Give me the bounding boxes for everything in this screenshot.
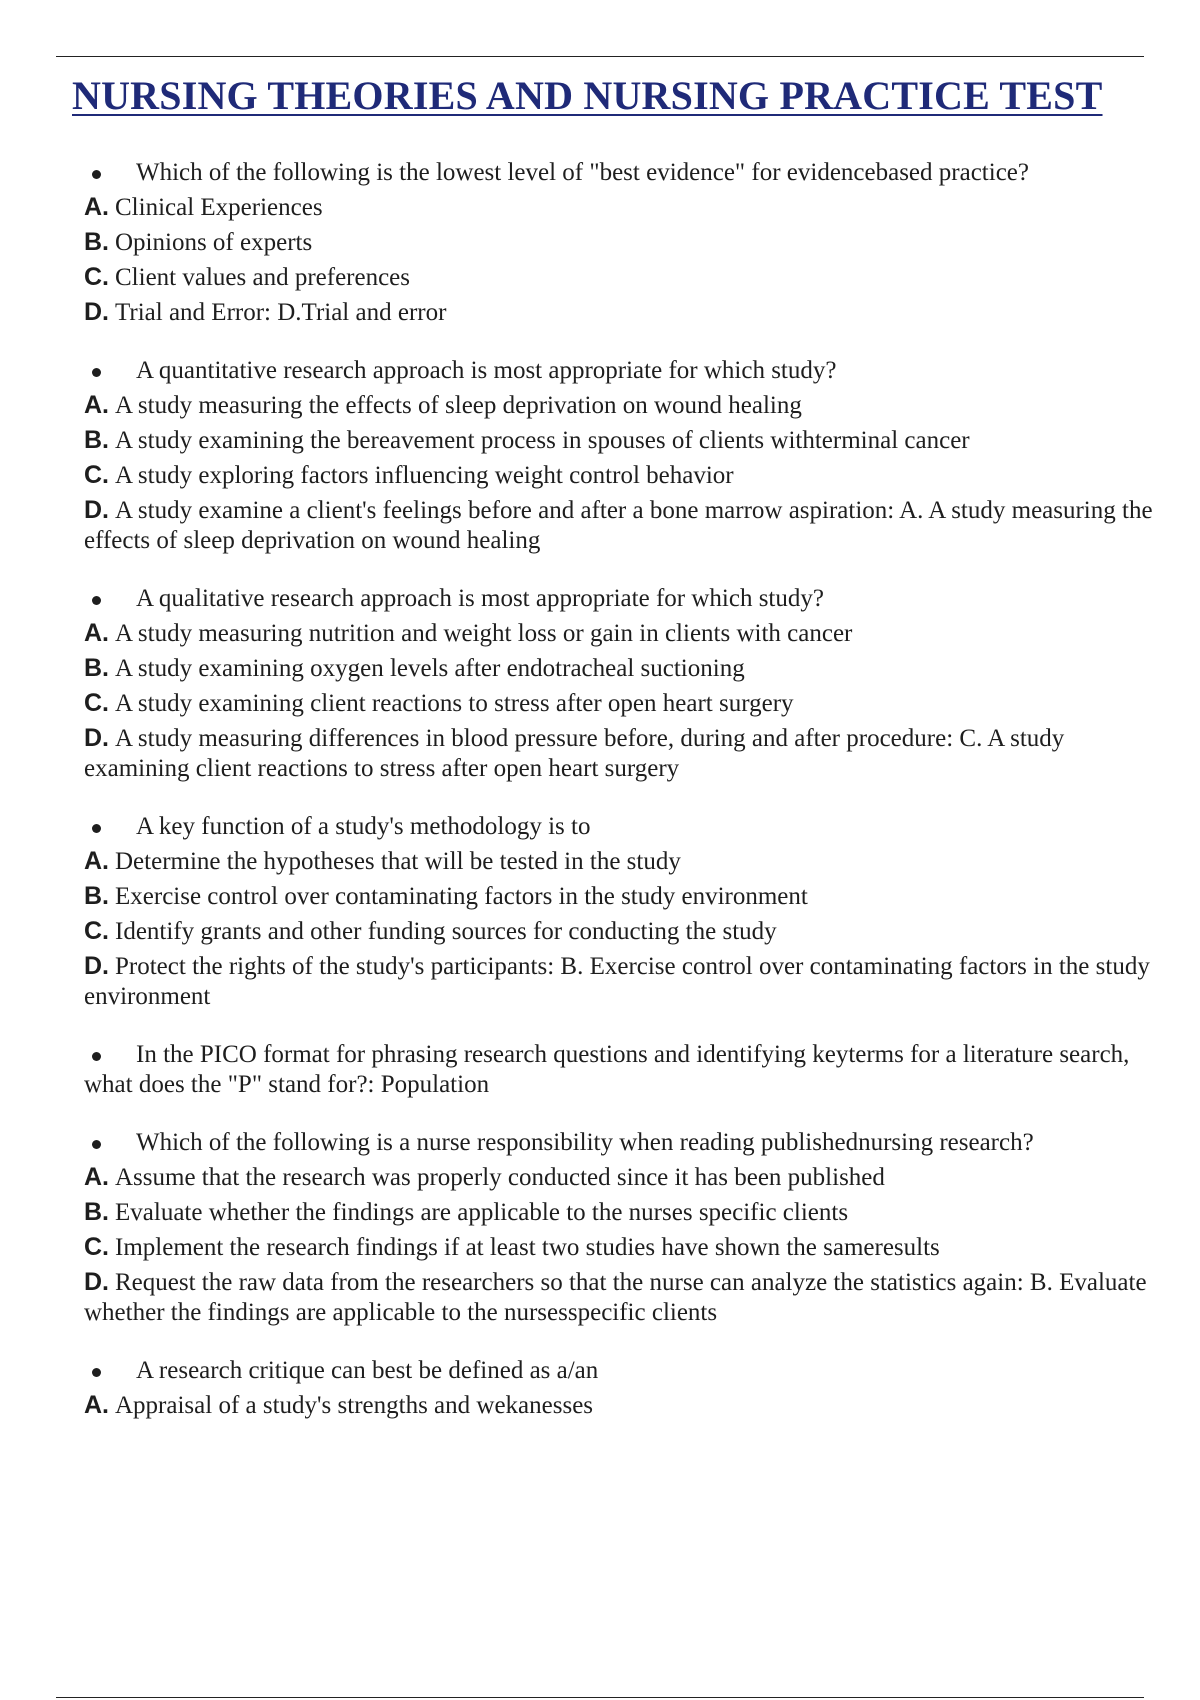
option-text: A study examining the bereavement process in spouses of clients withterminal cancer (115, 427, 970, 454)
question-stem: A key function of a study's methodology is to (84, 812, 1156, 842)
option-a (84, 846, 1156, 877)
page-title: NURSING THEORIES AND NURSING PRACTICE TEST (72, 73, 1103, 118)
question-5 (84, 1040, 1156, 1100)
option-text: A study measuring the effects of sleep deprivation on wound healing (115, 392, 802, 419)
question-4 (84, 812, 1156, 1012)
option-letter: B. (84, 654, 109, 682)
bullet-icon (92, 170, 101, 179)
option-a (84, 618, 1156, 649)
option-letter: B. (84, 426, 109, 454)
option-letter: C. (84, 461, 109, 489)
bullet-icon (92, 1052, 101, 1061)
option-b (84, 227, 1156, 258)
option-letter: B. (84, 1198, 109, 1226)
option-text: Clinical Experiences (115, 194, 323, 221)
bottom-rule (56, 1697, 1144, 1698)
option-letter: D. (84, 1268, 109, 1296)
option-a (84, 390, 1156, 421)
option-text: Evaluate whether the findings are applicable to the nurses specific clients (115, 1199, 849, 1226)
option-text: A study examining oxygen levels after endotracheal suctioning (115, 655, 745, 682)
option-text: Client values and preferences (115, 264, 411, 291)
option-letter: A. (84, 847, 109, 875)
option-d (84, 723, 1156, 784)
bullet-icon (92, 1140, 101, 1149)
option-d (84, 495, 1156, 556)
option-text: Trial and Error: D.Trial and error (115, 299, 447, 326)
option-letter: C. (84, 689, 109, 717)
question-list (84, 158, 1156, 1421)
option-d (84, 951, 1156, 1012)
bullet-icon (92, 368, 101, 377)
option-c (84, 460, 1156, 491)
option-letter: D. (84, 952, 109, 980)
question-stem: Which of the following is a nurse responsibility when reading publishednursing research? (84, 1128, 1156, 1158)
option-c (84, 916, 1156, 947)
option-letter: D. (84, 496, 109, 524)
option-letter: D. (84, 724, 109, 752)
option-text: Assume that the research was properly conducted since it has been published (115, 1164, 885, 1191)
option-letter: A. (84, 1391, 109, 1419)
question-stem: A research critique can best be defined as a/an (84, 1356, 1156, 1386)
bullet-icon (92, 824, 101, 833)
option-c (84, 262, 1156, 293)
option-text: A study examine a client's feelings before and after a bone marrow aspiration: A. A study measuring the effects of sleep deprivation on wound healing (84, 497, 1153, 554)
option-c (84, 688, 1156, 719)
option-letter: A. (84, 619, 109, 647)
option-letter: A. (84, 193, 109, 221)
option-text: Opinions of experts (115, 229, 313, 256)
option-letter: B. (84, 882, 109, 910)
option-text: Implement the research findings if at least two studies have shown the sameresults (115, 1234, 940, 1261)
bullet-icon (92, 596, 101, 605)
option-a (84, 1390, 1156, 1421)
option-b (84, 881, 1156, 912)
option-text: A study measuring nutrition and weight loss or gain in clients with cancer (115, 620, 853, 647)
question-stem: A qualitative research approach is most appropriate for which study? (84, 584, 1156, 614)
question-6 (84, 1128, 1156, 1328)
option-b (84, 653, 1156, 684)
option-text: Exercise control over contaminating factors in the study environment (115, 883, 808, 910)
option-letter: A. (84, 1163, 109, 1191)
option-letter: B. (84, 228, 109, 256)
option-c (84, 1232, 1156, 1263)
option-a (84, 1162, 1156, 1193)
question-7 (84, 1356, 1156, 1421)
option-letter: C. (84, 917, 109, 945)
option-letter: C. (84, 263, 109, 291)
option-text: Request the raw data from the researchers so that the nurse can analyze the statistics again: B. Evaluate whether the findings are applicable to the nursesspecific clients (84, 1269, 1147, 1326)
question-stem: A quantitative research approach is most appropriate for which study? (84, 356, 1156, 386)
option-text: Identify grants and other funding sources for conducting the study (115, 918, 777, 945)
question-stem: In the PICO format for phrasing research questions and identifying keyterms for a literature search, what does the "P" stand for?: Population (84, 1041, 1130, 1098)
option-text: Appraisal of a study's strengths and wekanesses (115, 1392, 594, 1419)
option-letter: A. (84, 391, 109, 419)
question-2 (84, 356, 1156, 556)
top-rule (56, 56, 1144, 57)
option-b (84, 1197, 1156, 1228)
option-b (84, 425, 1156, 456)
option-d (84, 1267, 1156, 1328)
option-text: A study examining client reactions to stress after open heart surgery (115, 690, 794, 717)
option-text: Determine the hypotheses that will be tested in the study (115, 848, 681, 875)
option-text: A study exploring factors influencing weight control behavior (115, 462, 734, 489)
option-a (84, 192, 1156, 223)
question-stem: Which of the following is the lowest level of "best evidence" for evidencebased practice? (84, 158, 1156, 188)
bullet-icon (92, 1368, 101, 1377)
option-text: Protect the rights of the study's participants: B. Exercise control over contaminating factors in the study environment (84, 953, 1150, 1010)
option-letter: D. (84, 298, 109, 326)
option-text: A study measuring differences in blood pressure before, during and after procedure: C. A study examining client reactions to stress after open heart surgery (84, 725, 1065, 782)
question-3 (84, 584, 1156, 784)
question-1 (84, 158, 1156, 328)
option-letter: C. (84, 1233, 109, 1261)
option-d (84, 297, 1156, 328)
